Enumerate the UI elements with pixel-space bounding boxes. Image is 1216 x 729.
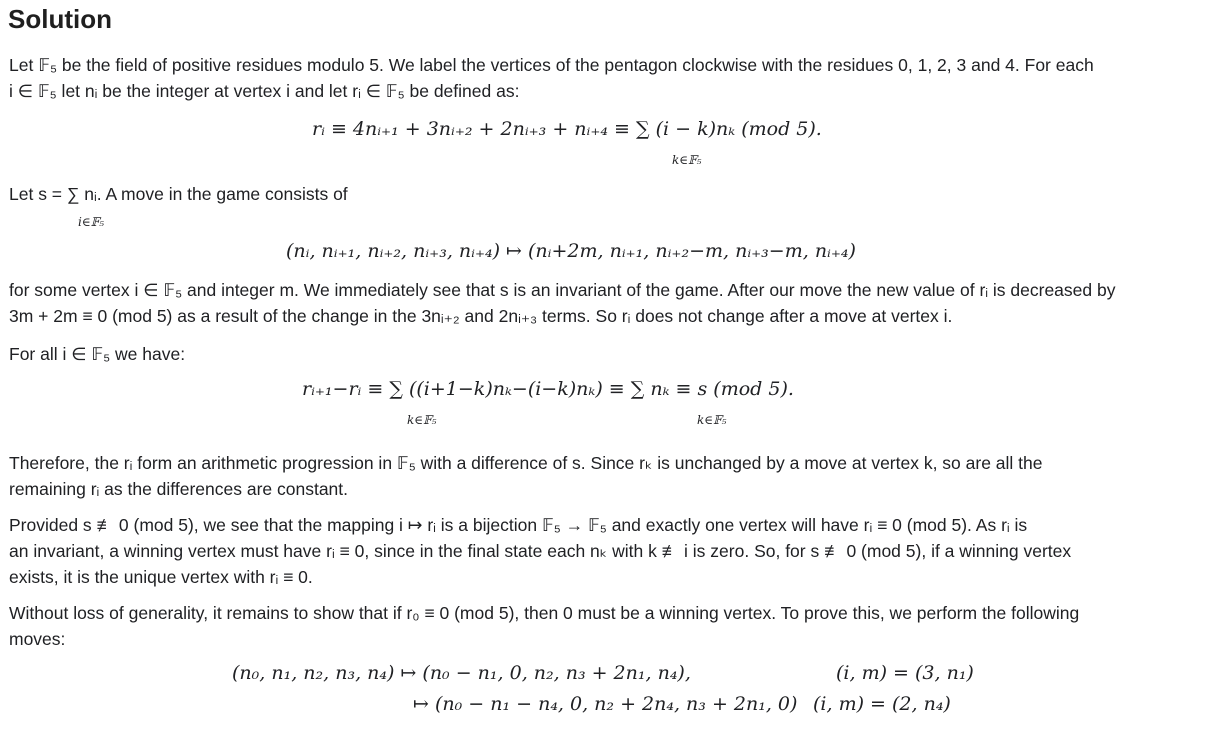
- section-heading: Solution: [8, 4, 112, 34]
- equation-moves-row2-left: ↦ (n₀ − n₁ − n₄, 0, n₂ + 2n₄, n₃ + 2n₁, 0): [413, 693, 798, 715]
- equation-r-definition: rᵢ ≡ 4nᵢ₊₁ + 3nᵢ₊₂ + 2nᵢ₊₃ + nᵢ₊₄ ≡ ∑ (i − k)nₖ (mod 5).: [312, 118, 822, 140]
- paragraph-progression-line2: remaining rᵢ as the differences are constant.: [9, 479, 349, 499]
- equation-difference-index1: k∈𝔽₅: [407, 413, 437, 427]
- equation-r-sum-index: k∈𝔽₅: [672, 153, 702, 167]
- paragraph-wlog-line1: Without loss of generality, it remains to show that if r₀ ≡ 0 (mod 5), then 0 must be a winning vertex. To prove this, we perform the following: [9, 603, 1080, 623]
- paragraph-invariant-line1: for some vertex i ∈ 𝔽₅ and integer m. We immediately see that s is an invariant of the game. After our move the new value of rᵢ is decreased by: [9, 280, 1116, 300]
- equation-difference: rᵢ₊₁−rᵢ ≡ ∑ ((i+1−k)nₖ−(i−k)nₖ) ≡ ∑ nₖ ≡ s (mod 5).: [302, 378, 794, 400]
- paragraph-progression-line1: Therefore, the rᵢ form an arithmetic progression in 𝔽₅ with a difference of s. Since rₖ is unchanged by a move at vertex k, so are all the: [9, 453, 1043, 473]
- equation-moves-row2-right: (i, m) = (2, n₄): [813, 693, 951, 715]
- paragraph-bijection-line1: Provided s ≢ 0 (mod 5), we see that the mapping i ↦ rᵢ is a bijection 𝔽₅ → 𝔽₅ and exactly one vertex will have rᵢ ≡ 0 (mod 5). As rᵢ is: [9, 515, 1028, 535]
- paragraph-for-all: For all i ∈ 𝔽₅ we have:: [9, 344, 186, 364]
- paragraph-s-definition: Let s = ∑ nᵢ. A move in the game consists of: [9, 184, 348, 204]
- paragraph-wlog-line2: moves:: [9, 629, 66, 649]
- paragraph-bijection-line3: exists, it is the unique vertex with rᵢ ≡ 0.: [9, 567, 313, 587]
- paragraph-bijection-line2: an invariant, a winning vertex must have rᵢ ≡ 0, since in the final state each nₖ with k ≢ i is zero. So, for s ≢ 0 (mod 5), if a winning vertex: [9, 541, 1072, 561]
- equation-moves-row1-right: (i, m) = (3, n₁): [836, 662, 974, 684]
- paragraph-intro-line1: Let 𝔽₅ be the field of positive residues modulo 5. We label the vertices of the pentagon clockwise with the residues 0, 1, 2, 3 and 4. For each: [9, 55, 1094, 75]
- s-sum-index: i∈𝔽₅: [78, 215, 105, 229]
- equation-difference-index2: k∈𝔽₅: [697, 413, 727, 427]
- equation-move: (nᵢ, nᵢ₊₁, nᵢ₊₂, nᵢ₊₃, nᵢ₊₄) ↦ (nᵢ+2m, nᵢ₊₁, nᵢ₊₂−m, nᵢ₊₃−m, nᵢ₊₄): [286, 240, 856, 262]
- paragraph-invariant-line2: 3m + 2m ≡ 0 (mod 5) as a result of the change in the 3nᵢ₊₂ and 2nᵢ₊₃ terms. So rᵢ does not change after a move at vertex i.: [9, 306, 953, 326]
- paragraph-intro-line2: i ∈ 𝔽₅ let nᵢ be the integer at vertex i and let rᵢ ∈ 𝔽₅ be defined as:: [9, 81, 520, 101]
- equation-moves-row1-left: (n₀, n₁, n₂, n₃, n₄) ↦ (n₀ − n₁, 0, n₂, n₃ + 2n₁, n₄),: [232, 662, 691, 684]
